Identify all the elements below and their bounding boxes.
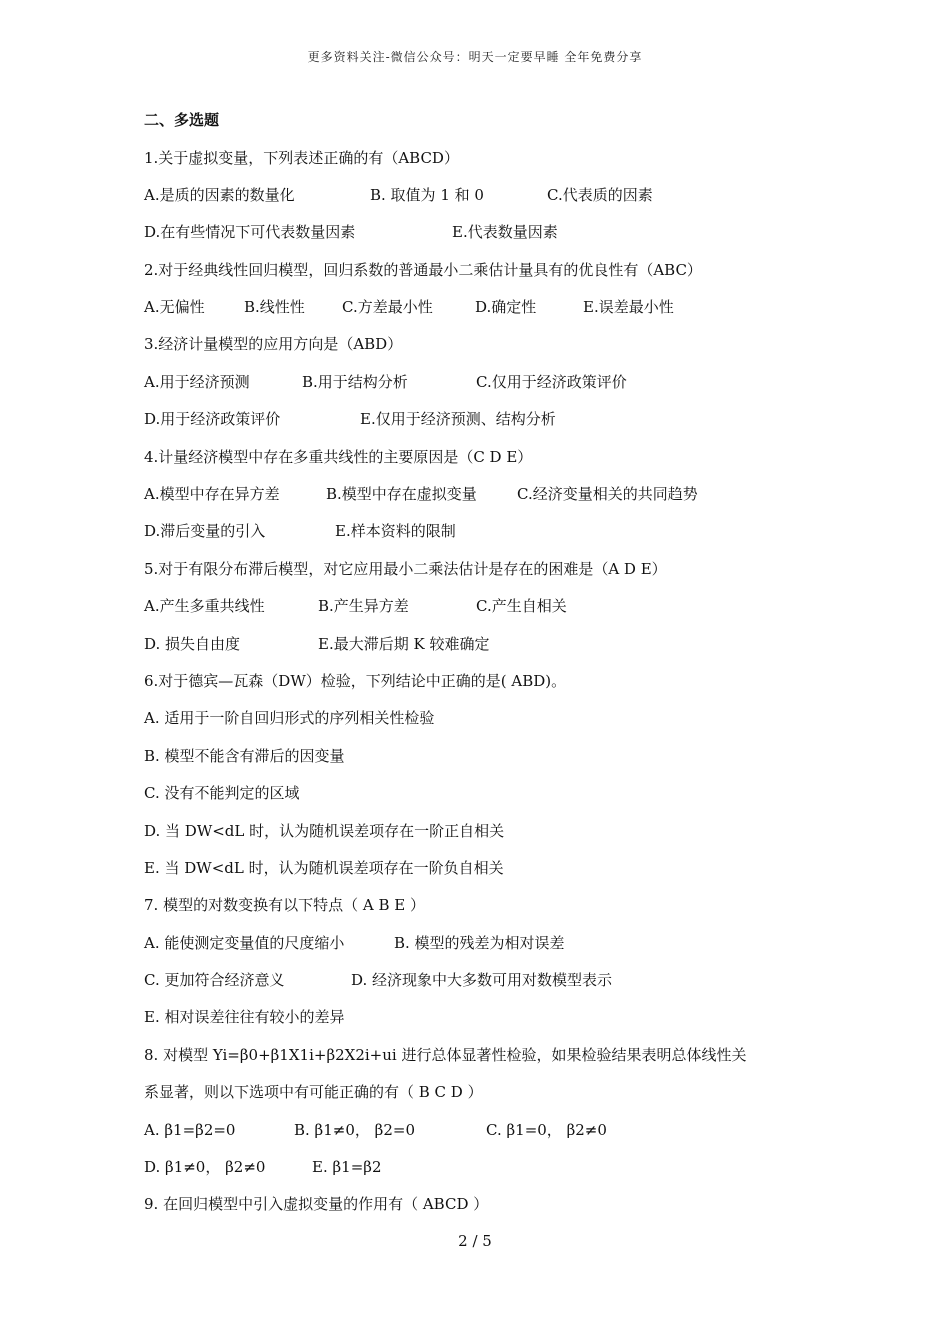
question-7-stem: 7. 模型的对数变换有以下特点（ A B E ） xyxy=(144,896,425,915)
question-2-stem: 2.对于经典线性回归模型，回归系数的普通最小二乘估计量具有的优良性有（ABC） xyxy=(144,260,702,279)
page-number: 2 / 5 xyxy=(458,1232,492,1250)
question-5-option-a: A.产生多重共线性 xyxy=(144,597,265,616)
question-4-option-a: A.模型中存在异方差 xyxy=(144,485,280,504)
question-8-option-c: C. β1=0， β2≠0 xyxy=(486,1120,607,1139)
question-4-stem: 4.计量经济模型中存在多重共线性的主要原因是（C D E） xyxy=(144,447,533,466)
question-6-option-b: B. 模型不能含有滞后的因变量 xyxy=(144,746,345,765)
question-3-option-c: C.仅用于经济政策评价 xyxy=(476,372,627,391)
question-4-options-row-2 xyxy=(144,519,824,556)
question-5-options-row-1 xyxy=(144,594,824,631)
question-6-option-e: E. 当 DW<dL 时，认为随机误差项存在一阶负自相关 xyxy=(144,858,504,877)
question-1-option-a: A.是质的因素的数量化 xyxy=(144,185,295,204)
question-6-stem: 6.对于德宾—瓦森（DW）检验，下列结论中正确的是( ABD)。 xyxy=(144,671,567,690)
question-5-options-row-2 xyxy=(144,632,824,669)
question-1-option-c: C.代表质的因素 xyxy=(547,185,653,204)
question-3-options-row-2 xyxy=(144,407,824,444)
question-7-option-b: B. 模型的残差为相对误差 xyxy=(394,933,565,952)
question-5-option-d: D. 损失自由度 xyxy=(144,634,241,653)
question-3-options-row-1 xyxy=(144,370,824,407)
question-8-stem-line-1: 8. 对模型 Yi=β0+β1X1i+β2X2i+ui 进行总体显著性检验，如果检验结果表明总体线性关 xyxy=(144,1045,747,1064)
question-2-option-a: A.无偏性 xyxy=(144,298,205,317)
question-4-option-b: B.模型中存在虚拟变量 xyxy=(326,485,477,504)
question-1-option-b: B. 取值为 1 和 0 xyxy=(370,185,484,204)
question-5-option-e: E.最大滞后期 K 较难确定 xyxy=(318,634,490,653)
question-8-stem-line-2: 系显著，则以下选项中有可能正确的有（ B C D ） xyxy=(144,1083,483,1102)
question-2-options-row-1 xyxy=(144,295,824,332)
question-8-option-e: E. β1=β2 xyxy=(312,1158,382,1177)
question-4-option-d: D.滞后变量的引入 xyxy=(144,522,266,541)
question-4-option-c: C.经济变量相关的共同趋势 xyxy=(517,485,698,504)
question-8-options-row-2 xyxy=(144,1155,824,1192)
question-1-option-d: D.在有些情况下可代表数量因素 xyxy=(144,223,356,242)
section-title: 二、多选题 xyxy=(144,111,220,129)
question-7-option-c: C. 更加符合经济意义 xyxy=(144,971,285,990)
question-7-option-d: D. 经济现象中大多数可用对数模型表示 xyxy=(351,971,613,990)
question-2-option-d: D.确定性 xyxy=(475,298,537,317)
question-7-options-row-1 xyxy=(144,931,824,968)
question-list xyxy=(144,108,824,1230)
question-2-option-e: E.误差最小性 xyxy=(583,298,674,317)
question-1-option-e: E.代表数量因素 xyxy=(452,223,558,242)
question-3-option-e: E.仅用于经济预测、结构分析 xyxy=(360,410,556,429)
question-4-options-row-1 xyxy=(144,482,824,519)
question-5-option-b: B.产生异方差 xyxy=(318,597,409,616)
question-5-stem: 5.对于有限分布滞后模型，对它应用最小二乘法估计是存在的困难是（A D E） xyxy=(144,559,667,578)
question-5-option-c: C.产生自相关 xyxy=(476,597,567,616)
question-2-option-b: B.线性性 xyxy=(244,298,305,317)
question-8-option-b: B. β1≠0， β2=0 xyxy=(294,1120,415,1139)
question-8-options-row-1 xyxy=(144,1118,824,1155)
question-7-option-e: E. 相对误差往往有较小的差异 xyxy=(144,1008,345,1027)
question-2-option-c: C.方差最小性 xyxy=(342,298,433,317)
question-6-option-c: C. 没有不能判定的区域 xyxy=(144,784,300,803)
question-9-stem: 9. 在回归模型中引入虚拟变量的作用有（ ABCD ） xyxy=(144,1195,489,1214)
question-8-option-d: D. β1≠0， β2≠0 xyxy=(144,1158,266,1177)
question-3-option-b: B.用于结构分析 xyxy=(302,372,408,391)
question-7-option-a: A. 能使测定变量值的尺度缩小 xyxy=(144,933,345,952)
question-3-option-d: D.用于经济政策评价 xyxy=(144,410,281,429)
question-6-option-a: A. 适用于一阶自回归形式的序列相关性检验 xyxy=(144,709,435,728)
question-3-stem: 3.经济计量模型的应用方向是（ABD） xyxy=(144,335,403,354)
question-1-stem: 1.关于虚拟变量，下列表述正确的有（ABCD） xyxy=(144,148,459,167)
question-1-options-row-1 xyxy=(144,183,824,220)
question-7-options-row-2 xyxy=(144,968,824,1005)
question-3-option-a: A.用于经济预测 xyxy=(144,372,250,391)
question-6-option-d: D. 当 DW<dL 时，认为随机误差项存在一阶正自相关 xyxy=(144,821,505,840)
question-8-option-a: A. β1=β2=0 xyxy=(144,1120,236,1139)
page-header: 更多资料关注-微信公众号：明天一定要早睡 全年免费分享 xyxy=(307,50,643,64)
question-1-options-row-2 xyxy=(144,220,824,257)
question-4-option-e: E.样本资料的限制 xyxy=(335,522,456,541)
